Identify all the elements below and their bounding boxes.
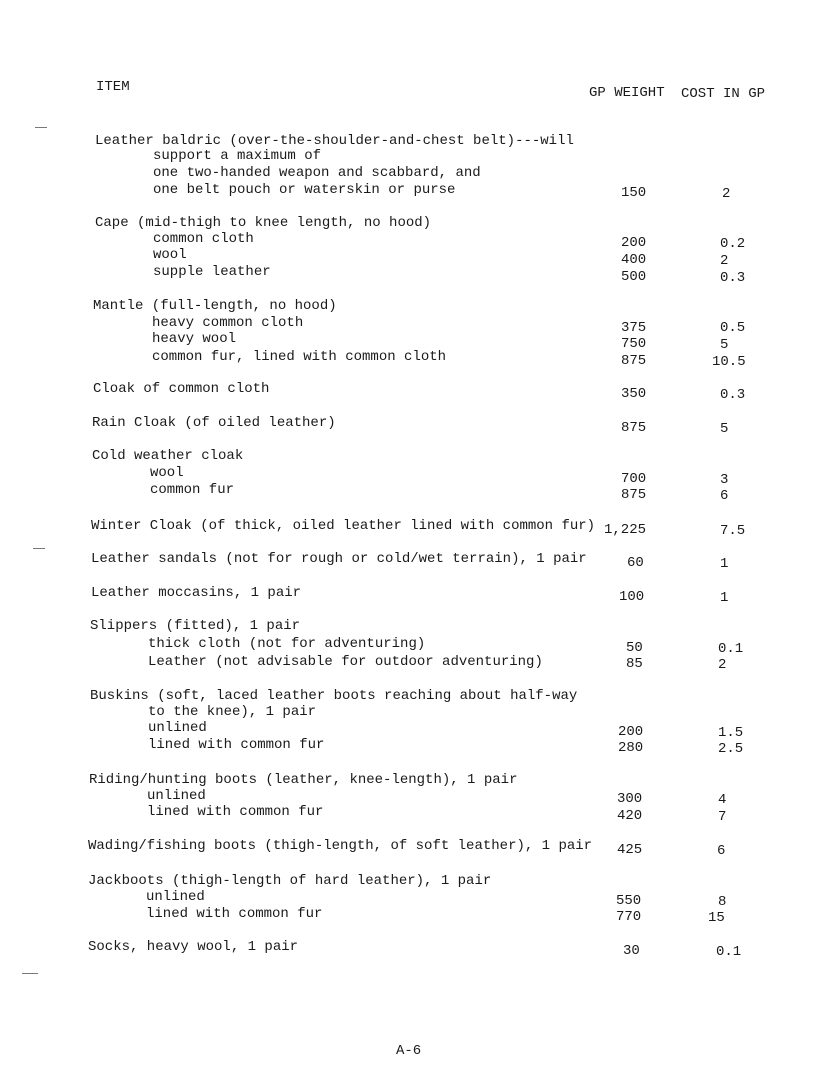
- item-buskins: Buskins (soft, laced leather boots reaching about half-way: [90, 688, 578, 704]
- weight-value: 550: [616, 893, 642, 909]
- cost-value: 2: [720, 253, 729, 269]
- item-subline: common fur, lined with common cloth: [152, 349, 447, 365]
- item-riding-boots: Riding/hunting boots (leather, knee-length), 1 pair: [89, 772, 518, 788]
- scan-speck: [35, 127, 47, 128]
- column-header-cost: COST IN GP: [681, 86, 766, 102]
- weight-value: 400: [621, 252, 647, 268]
- cost-value: 5: [720, 421, 729, 437]
- item-wading-boots: Wading/fishing boots (thigh-length, of soft leather), 1 pair: [88, 838, 593, 854]
- item-leather-baldric: Leather baldric (over-the-shoulder-and-chest belt)---will: [95, 133, 574, 149]
- scan-speck: [22, 973, 38, 974]
- item-winter-cloak: Winter Cloak (of thick, oiled leather lined with common fur): [91, 518, 596, 534]
- cost-value: 0.3: [720, 387, 746, 403]
- scan-speck: [33, 548, 45, 549]
- column-header-item: ITEM: [96, 79, 130, 95]
- cost-value: 0.1: [718, 641, 744, 657]
- weight-value: 300: [617, 791, 643, 807]
- item-leather-moccasins: Leather moccasins, 1 pair: [91, 585, 302, 601]
- item-subline: Leather (not advisable for outdoor adventuring): [148, 654, 543, 670]
- item-cold-weather-cloak: Cold weather cloak: [92, 448, 244, 464]
- weight-value: 50: [626, 640, 643, 656]
- cost-value: 0.5: [720, 320, 746, 336]
- cost-value: 0.1: [716, 944, 742, 960]
- item-subline: unlined: [146, 889, 205, 905]
- weight-value: 30: [623, 943, 640, 959]
- weight-value: 875: [621, 487, 647, 503]
- item-subline: wool: [153, 247, 187, 263]
- weight-value: 750: [621, 336, 647, 352]
- weight-value: 100: [619, 589, 645, 605]
- weight-value: 500: [621, 269, 647, 285]
- item-subline: unlined: [147, 788, 206, 804]
- weight-value: 375: [621, 320, 647, 336]
- weight-value: 150: [621, 185, 647, 201]
- item-subline: support a maximum of: [153, 148, 322, 164]
- cost-value: 7: [718, 809, 727, 825]
- weight-value: 700: [621, 471, 647, 487]
- weight-value: 425: [617, 842, 643, 858]
- cost-value: 3: [720, 472, 729, 488]
- cost-value: 6: [717, 843, 726, 859]
- weight-value: 60: [627, 555, 644, 571]
- item-subline: common cloth: [153, 231, 254, 247]
- cost-value: 1: [720, 556, 729, 572]
- item-leather-sandals: Leather sandals (not for rough or cold/wet terrain), 1 pair: [91, 551, 587, 567]
- cost-value: 1.5: [718, 725, 744, 741]
- weight-value: 875: [621, 420, 647, 436]
- item-jackboots: Jackboots (thigh-length of hard leather), 1 pair: [88, 873, 492, 889]
- weight-value: 280: [618, 740, 644, 756]
- weight-value: 875: [621, 353, 647, 369]
- item-subline: one belt pouch or waterskin or purse: [153, 182, 456, 198]
- item-rain-cloak: Rain Cloak (of oiled leather): [92, 415, 336, 431]
- item-cloak-common-cloth: Cloak of common cloth: [93, 381, 270, 397]
- weight-value: 200: [621, 235, 647, 251]
- cost-value: 1: [720, 590, 729, 606]
- item-subline: one two-handed weapon and scabbard, and: [153, 165, 481, 181]
- item-subline: lined with common fur: [147, 804, 324, 820]
- weight-value: 85: [626, 656, 643, 672]
- cost-value: 2: [718, 657, 727, 673]
- item-subline: common fur: [150, 482, 235, 498]
- item-slippers: Slippers (fitted), 1 pair: [90, 618, 301, 634]
- cost-value: 8: [718, 894, 727, 910]
- cost-value: 2.5: [718, 741, 744, 757]
- cost-value: 7.5: [720, 523, 746, 539]
- item-cape: Cape (mid-thigh to knee length, no hood): [95, 215, 432, 231]
- cost-value: 15: [708, 910, 725, 926]
- weight-value: 770: [616, 909, 642, 925]
- item-subline: heavy common cloth: [152, 315, 304, 331]
- weight-value: 200: [618, 724, 644, 740]
- cost-value: 6: [720, 488, 729, 504]
- item-subline: wool: [150, 465, 184, 481]
- weight-value: 1,225: [604, 522, 647, 538]
- cost-value: 4: [718, 792, 727, 808]
- cost-value: 10.5: [712, 354, 746, 370]
- column-header-weight: GP WEIGHT: [589, 85, 665, 101]
- cost-value: 0.2: [720, 236, 746, 252]
- item-subline: thick cloth (not for adventuring): [148, 636, 426, 652]
- item-subline: lined with common fur: [146, 906, 323, 922]
- weight-value: 350: [621, 386, 647, 402]
- item-subline: unlined: [148, 720, 207, 736]
- weight-value: 420: [617, 808, 643, 824]
- item-subline: to the knee), 1 pair: [148, 704, 317, 720]
- item-mantle: Mantle (full-length, no hood): [93, 298, 337, 314]
- cost-value: 2: [722, 186, 731, 202]
- item-socks: Socks, heavy wool, 1 pair: [88, 939, 299, 955]
- item-subline: heavy wool: [152, 331, 237, 347]
- item-subline: supple leather: [153, 264, 271, 280]
- page-number: A-6: [396, 1043, 422, 1059]
- cost-value: 5: [720, 337, 729, 353]
- item-subline: lined with common fur: [148, 737, 325, 753]
- cost-value: 0.3: [720, 270, 746, 286]
